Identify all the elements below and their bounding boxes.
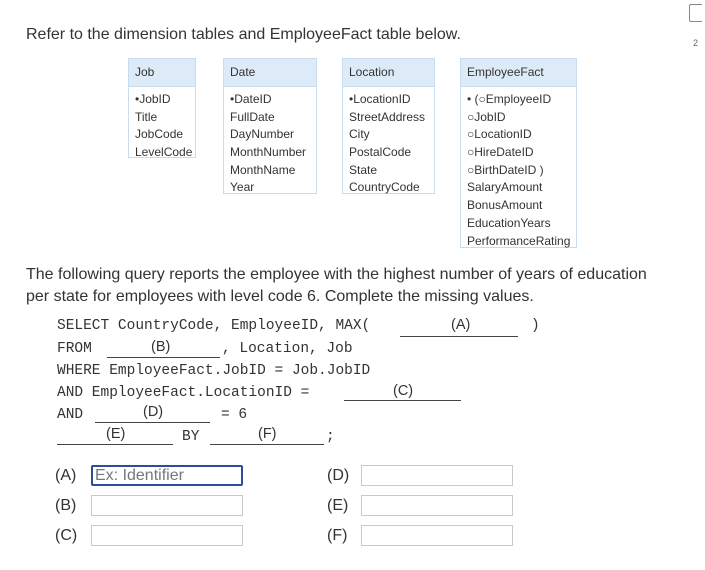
sql-from-tables: , Location, Job	[222, 341, 353, 357]
table-field: StreetAddress	[349, 109, 426, 124]
table-field: ○JobID	[467, 109, 506, 124]
table-field: CountryCode	[349, 180, 420, 195]
table-field: •DateID	[230, 92, 272, 106]
answer-e-label: (E)	[327, 497, 349, 514]
table-field: ○BirthDateID )	[467, 162, 544, 177]
sql-line-and-level: AND	[57, 407, 84, 423]
table-field: BonusAmount	[467, 198, 543, 213]
table-field: State	[349, 162, 378, 177]
blank-c-line	[344, 400, 461, 401]
sql-terminator: ;	[326, 429, 335, 445]
question-line: per state for employees with level code 6. Complete the missing values.	[26, 288, 534, 305]
answer-f-label: (F)	[327, 527, 348, 544]
sql-select-close: )	[531, 318, 540, 334]
blank-d-label: (D)	[143, 404, 164, 420]
answer-b-label: (B)	[55, 497, 77, 514]
blank-f-line	[210, 444, 324, 445]
table-field: •JobID	[135, 92, 171, 106]
table-field: LevelCode	[135, 145, 193, 160]
answer-c-label: (C)	[55, 527, 78, 544]
intro-text: Refer to the dimension tables and EmployeeFact table below.	[26, 26, 461, 43]
blank-a-line	[400, 336, 518, 337]
blank-a-label: (A)	[451, 317, 471, 333]
answer-c-input[interactable]	[92, 526, 242, 545]
answer-a-label: (A)	[55, 467, 77, 484]
blank-e-line	[57, 444, 173, 445]
table-location	[342, 58, 435, 194]
table-field: City	[349, 127, 370, 142]
answer-b-input[interactable]	[92, 496, 242, 515]
table-field: Title	[135, 109, 158, 124]
sql-line-from: FROM	[57, 341, 92, 357]
answer-f-field[interactable]	[361, 525, 513, 546]
question-line: The following query reports the employee with the highest number of years of education	[26, 266, 647, 283]
answer-a-input[interactable]	[93, 468, 241, 485]
answer-e-field[interactable]	[361, 495, 513, 516]
answer-e-input[interactable]	[362, 496, 512, 515]
answer-a-field[interactable]	[91, 465, 243, 486]
table-field: PerformanceRating	[467, 233, 571, 248]
blank-f-label: (F)	[258, 426, 277, 442]
answer-d-label: (D)	[327, 467, 350, 484]
sql-line-select: SELECT CountryCode, EmployeeID, MAX(	[57, 318, 371, 334]
blank-c-label: (C)	[393, 383, 414, 399]
answer-b-field[interactable]	[91, 495, 243, 516]
table-date-header: Date	[224, 59, 316, 87]
sql-line-and-location: AND EmployeeFact.LocationID =	[57, 385, 310, 401]
table-field: Year	[230, 180, 255, 195]
table-employeefact	[460, 58, 577, 248]
table-field: SalaryAmount	[467, 180, 543, 195]
table-field: JobCode	[135, 127, 184, 142]
answer-d-input[interactable]	[362, 466, 512, 485]
blank-b-line	[107, 357, 220, 358]
sql-line-where: WHERE EmployeeFact.JobID = Job.JobID	[57, 363, 371, 379]
table-field: MonthName	[230, 162, 296, 177]
table-field: PostalCode	[349, 145, 412, 160]
table-employeefact-header: EmployeeFact	[461, 59, 576, 87]
sql-by-keyword: BY	[182, 429, 200, 445]
table-field: EducationYears	[467, 215, 551, 230]
answer-d-field[interactable]	[361, 465, 513, 486]
table-job-header: Job	[129, 59, 195, 87]
table-field: MonthNumber	[230, 145, 307, 160]
sql-level-value: = 6	[221, 407, 248, 423]
table-field: FullDate	[230, 109, 275, 124]
question-text	[26, 264, 647, 308]
table-location-header: Location	[343, 59, 434, 87]
blank-b-label: (B)	[151, 339, 171, 355]
blank-d-line	[95, 422, 210, 423]
bookmark-icon[interactable]	[689, 4, 703, 26]
table-date	[223, 58, 317, 194]
answer-c-field[interactable]	[91, 525, 243, 546]
answer-f-input[interactable]	[362, 526, 512, 545]
page-badge: 2	[693, 38, 699, 48]
table-field: ○HireDateID	[467, 145, 534, 160]
table-field: • (○EmployeeID	[467, 92, 552, 106]
table-job	[128, 58, 196, 158]
table-field: •LocationID	[349, 92, 411, 106]
table-field: ○LocationID	[467, 127, 532, 142]
table-field: DayNumber	[230, 127, 295, 142]
blank-e-label: (E)	[106, 426, 126, 442]
